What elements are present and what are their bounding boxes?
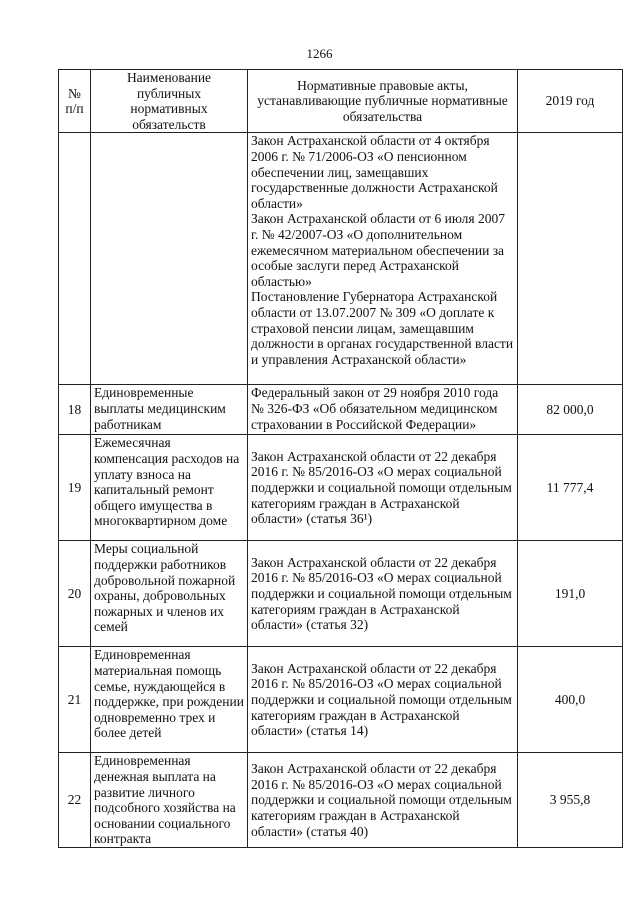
row-number: 20 [59,541,91,647]
legal-act: Закон Астраханской области от 22 декабря 2016 г. № 85/2016-ОЗ «О мерах социальной поддержки и социальной помощи отдельным категориям граждан в Астраханской области» (статья 40) [251,761,512,839]
amount-2019: 3 955,8 [518,753,623,848]
legal-acts [248,541,518,647]
legal-act: Закон Астраханской области от 22 декабря 2016 г. № 85/2016-ОЗ «О мерах социальной поддержки и социальной помощи отдельным категориям граждан в Астраханской области» (статья 14) [251,660,512,739]
legal-act: Закон Астраханской области от 22 декабря 2016 г. № 85/2016-ОЗ «О мерах социальной поддержки и социальной помощи отдельным категориям граждан в Астраханской области» (статья 32) [251,554,512,633]
header-name: Наименование публичных нормативных обязательств [91,70,248,133]
table-row [59,753,623,848]
table-row [59,541,623,647]
legal-acts [248,133,518,385]
table-row [59,133,623,385]
header-num: № п/п [59,70,91,133]
legal-acts [248,647,518,753]
row-number: 18 [59,385,91,435]
row-number: 19 [59,435,91,541]
row-number: 22 [59,753,91,848]
obligation-name [91,133,248,385]
legal-acts [248,385,518,435]
obligation-name: Ежемесячная компенсация расходов на уплату взноса на капитальный ремонт общего имущества в многоквартирном доме [91,435,248,541]
amount-2019 [518,133,623,385]
row-number [59,133,91,385]
obligation-name: Единовременные выплаты медицинским работникам [91,385,248,435]
amount-2019: 11 777,4 [518,435,623,541]
table-row [59,435,623,541]
obligation-name: Единовременная денежная выплата на развитие личного подсобного хозяйства на основании социального контракта [91,753,248,848]
legal-act: Федеральный закон от 29 ноября 2010 года № 326-ФЗ «Об обязательном медицинском страховании в Российской Федерации» [251,385,499,432]
amount-2019: 82 000,0 [518,385,623,435]
table-row [59,647,623,753]
header-acts: Нормативные правовые акты, устанавливающие публичные нормативные обязательства [248,70,518,133]
table-header-row [59,70,623,133]
legal-act: Постановление Губернатора Астраханской области от 13.07.2007 № 309 «О доплате к страховой пенсии лицам, замещавшим должности в органах государственной власти и управления Астраханской области» [251,289,514,367]
legal-act: Закон Астраханской области от 22 декабря 2016 г. № 85/2016-ОЗ «О мерах социальной поддержки и социальной помощи отдельным категориям граждан в Астраханской области» (статья 36¹) [251,448,512,527]
row-number: 21 [59,647,91,753]
page-number: 1266 [306,46,333,61]
obligation-name: Единовременная материальная помощь семье, нуждающейся в поддержке, при рождении одновременно трех и более детей [91,647,248,753]
legal-acts [248,753,518,848]
legal-act: Закон Астраханской области от 4 октября 2006 г. № 71/2006-ОЗ «О пенсионном обеспечении лиц, замещавших государственные должности Астраханской области» [251,133,498,211]
legal-act: Закон Астраханской области от 6 июля 2007 г. № 42/2007-ОЗ «О дополнительном ежемесячном материальном обеспечении за особые заслуги перед Астраханской областью» [251,211,505,289]
amount-2019: 400,0 [518,647,623,753]
obligations-table [58,69,623,848]
table-row [59,385,623,435]
amount-2019: 191,0 [518,541,623,647]
header-year: 2019 год [518,70,623,133]
obligation-name: Меры социальной поддержки работников добровольной пожарной охраны, добровольных пожарных и членов их семей [91,541,248,647]
legal-acts [248,435,518,541]
